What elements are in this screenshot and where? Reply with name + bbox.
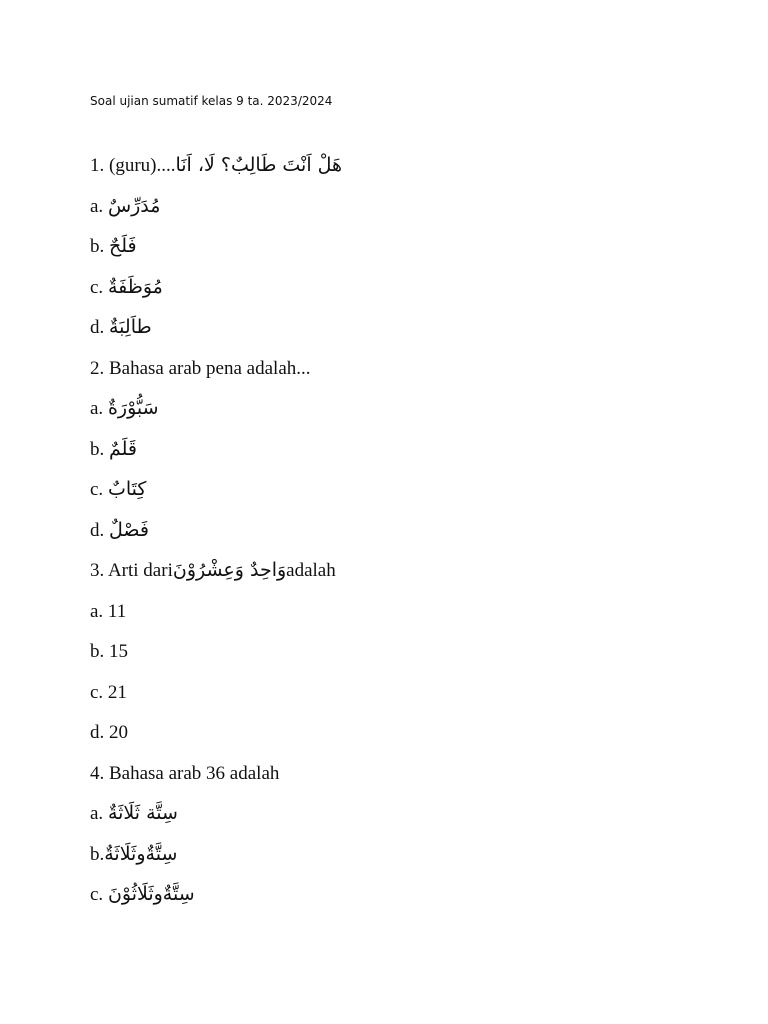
line-text: a. xyxy=(90,398,108,419)
option-4a xyxy=(90,798,690,839)
line-text: a. xyxy=(90,195,108,217)
option-2b xyxy=(90,434,690,475)
question-2 xyxy=(90,353,690,394)
arabic-text: سِتَّةٌوثَلَاثَةٌ xyxy=(104,842,178,865)
line-text: b. xyxy=(90,438,109,460)
line-text: a. 11 xyxy=(90,600,127,622)
option-4c xyxy=(90,879,690,920)
arabic-text: سَبُّوْرَةٌ xyxy=(107,397,159,419)
document-header: Soal ujian sumatif kelas 9 ta. 2023/2024 xyxy=(90,94,333,108)
option-2d xyxy=(90,515,690,556)
line-text: b. xyxy=(90,843,105,865)
arabic-text: كِتَابٌ xyxy=(107,478,147,500)
line-text: d. xyxy=(90,519,109,541)
option-4b xyxy=(90,839,690,880)
question-4 xyxy=(90,758,690,799)
option-1a xyxy=(90,191,690,232)
arabic-text: فَصْلٌ xyxy=(109,518,149,541)
line-text: c. 21 xyxy=(90,681,127,703)
arabic-text: سِتَّة ثَلَاثَةٌ xyxy=(107,802,178,824)
line-text: a. xyxy=(90,803,108,824)
line-text: 4. Bahasa arab 36 adalah xyxy=(90,762,280,784)
line-text: 1. (guru).... xyxy=(90,155,176,176)
line-text: c. xyxy=(90,276,108,298)
option-1c xyxy=(90,272,690,313)
option-1b xyxy=(90,231,690,272)
option-2a xyxy=(90,393,690,434)
arabic-text: وَاحِدٌ وَعِشْرُوْنَ xyxy=(172,559,287,581)
arabic-text: فَلَحٌ xyxy=(109,235,137,257)
arabic-text: مُدَرِّسٌ xyxy=(107,194,161,217)
option-3c xyxy=(90,677,690,718)
option-3d xyxy=(90,717,690,758)
line-text: 3. Arti dari xyxy=(90,560,173,581)
option-2c xyxy=(90,474,690,515)
arabic-text: طاَلِبَةٌ xyxy=(109,316,152,338)
question-list xyxy=(90,150,690,920)
option-3a xyxy=(90,596,690,637)
arabic-text: قَلَمٌ xyxy=(109,437,138,460)
arabic-text: سِتَّةٌوثَلَاثُوْنَ xyxy=(107,883,195,905)
line-text: d. 20 xyxy=(90,722,128,743)
line-text: c. xyxy=(90,479,108,500)
arabic-text: مُوَظَفَةٌ xyxy=(107,275,163,298)
arabic-text: هَلْ اَنْتَ طَالِبٌ؟ لَا، اَنَا xyxy=(175,154,343,176)
question-3 xyxy=(90,555,690,596)
option-1d xyxy=(90,312,690,353)
line-text: d. xyxy=(90,317,109,338)
line-text: 2. Bahasa arab pena adalah... xyxy=(90,357,311,379)
question-1 xyxy=(90,150,690,191)
option-3b xyxy=(90,636,690,677)
line-suffix: adalah xyxy=(286,560,336,581)
line-text: c. xyxy=(90,884,108,905)
line-text: b. 15 xyxy=(90,641,128,662)
line-text: b. xyxy=(90,236,109,257)
